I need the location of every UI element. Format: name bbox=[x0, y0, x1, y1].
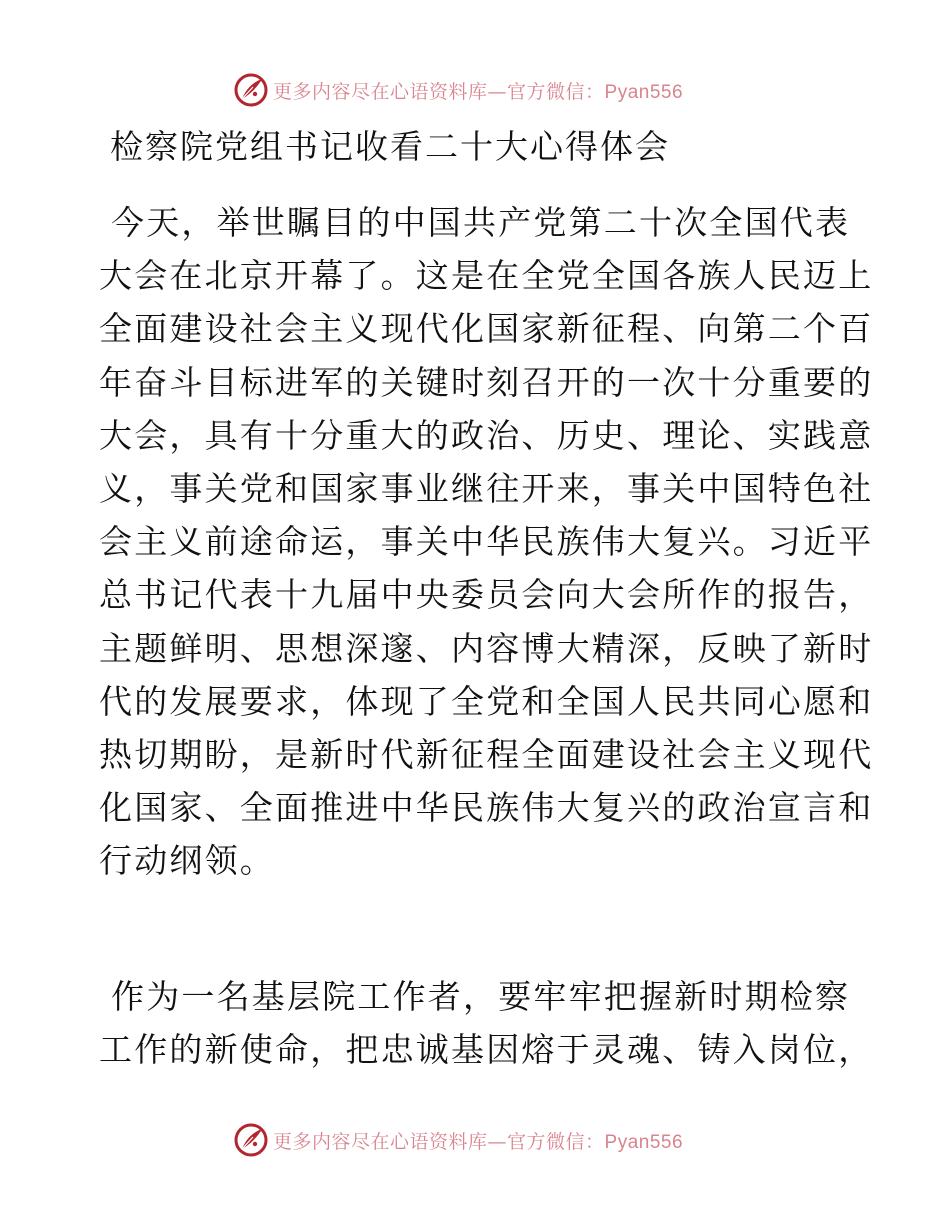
watermark-header bbox=[233, 70, 683, 110]
watermark-text: 更多内容尽在心语资料库—官方微信：Pyan556 bbox=[273, 1130, 684, 1153]
paragraph-line: 大会，具有十分重大的政治、历史、理论、实践意 bbox=[99, 415, 874, 455]
watermark-footer bbox=[233, 1120, 683, 1160]
paragraph-line: 化国家、全面推进中华民族伟大复兴的政治宣言和 bbox=[99, 788, 874, 828]
paragraph-line: 工作的新使命，把忠诚基因熔于灵魂、铸入岗位， bbox=[99, 1030, 874, 1070]
watermark-text: 更多内容尽在心语资料库—官方微信：Pyan556 bbox=[273, 80, 684, 103]
paragraph-line: 年奋斗目标进军的关键时刻召开的一次十分重要的 bbox=[99, 362, 874, 402]
paragraph-line: 大会在北京开幕了。这是在全党全国各族人民迈上 bbox=[99, 256, 874, 296]
paragraph bbox=[99, 970, 874, 1076]
watermark-id: Pyan556 bbox=[604, 81, 684, 103]
watermark-id: Pyan556 bbox=[604, 1131, 684, 1153]
feather-pen-icon bbox=[233, 1122, 269, 1158]
paragraph-line: 会主义前途命运，事关中华民族伟大复兴。习近平 bbox=[99, 522, 874, 562]
paragraph-line: 热切期盼，是新时代新征程全面建设社会主义现代 bbox=[99, 735, 874, 775]
paragraph-line: 义，事关党和国家事业继往开来，事关中国特色社 bbox=[99, 469, 874, 509]
paragraph-line: 作为一名基层院工作者，要牢牢把握新时期检察 bbox=[111, 977, 851, 1016]
feather-pen-icon bbox=[233, 72, 269, 108]
paragraph-line: 全面建设社会主义现代化国家新征程、向第二个百 bbox=[99, 309, 874, 349]
paragraph-line: 行动纲领。 bbox=[99, 841, 275, 881]
paragraph bbox=[99, 196, 874, 888]
paragraph-line: 今天，举世瞩目的中国共产党第二十次全国代表 bbox=[111, 203, 851, 242]
paragraph-line: 代的发展要求，体现了全党和全国人民共同心愿和 bbox=[99, 681, 874, 721]
paragraph-line: 总书记代表十九届中央委员会向大会所作的报告， bbox=[99, 575, 874, 615]
document-title: 检察院党组书记收看二十大心得体会 bbox=[110, 127, 670, 166]
paragraph-line: 主题鲜明、思想深邃、内容博大精深，反映了新时 bbox=[99, 628, 874, 668]
